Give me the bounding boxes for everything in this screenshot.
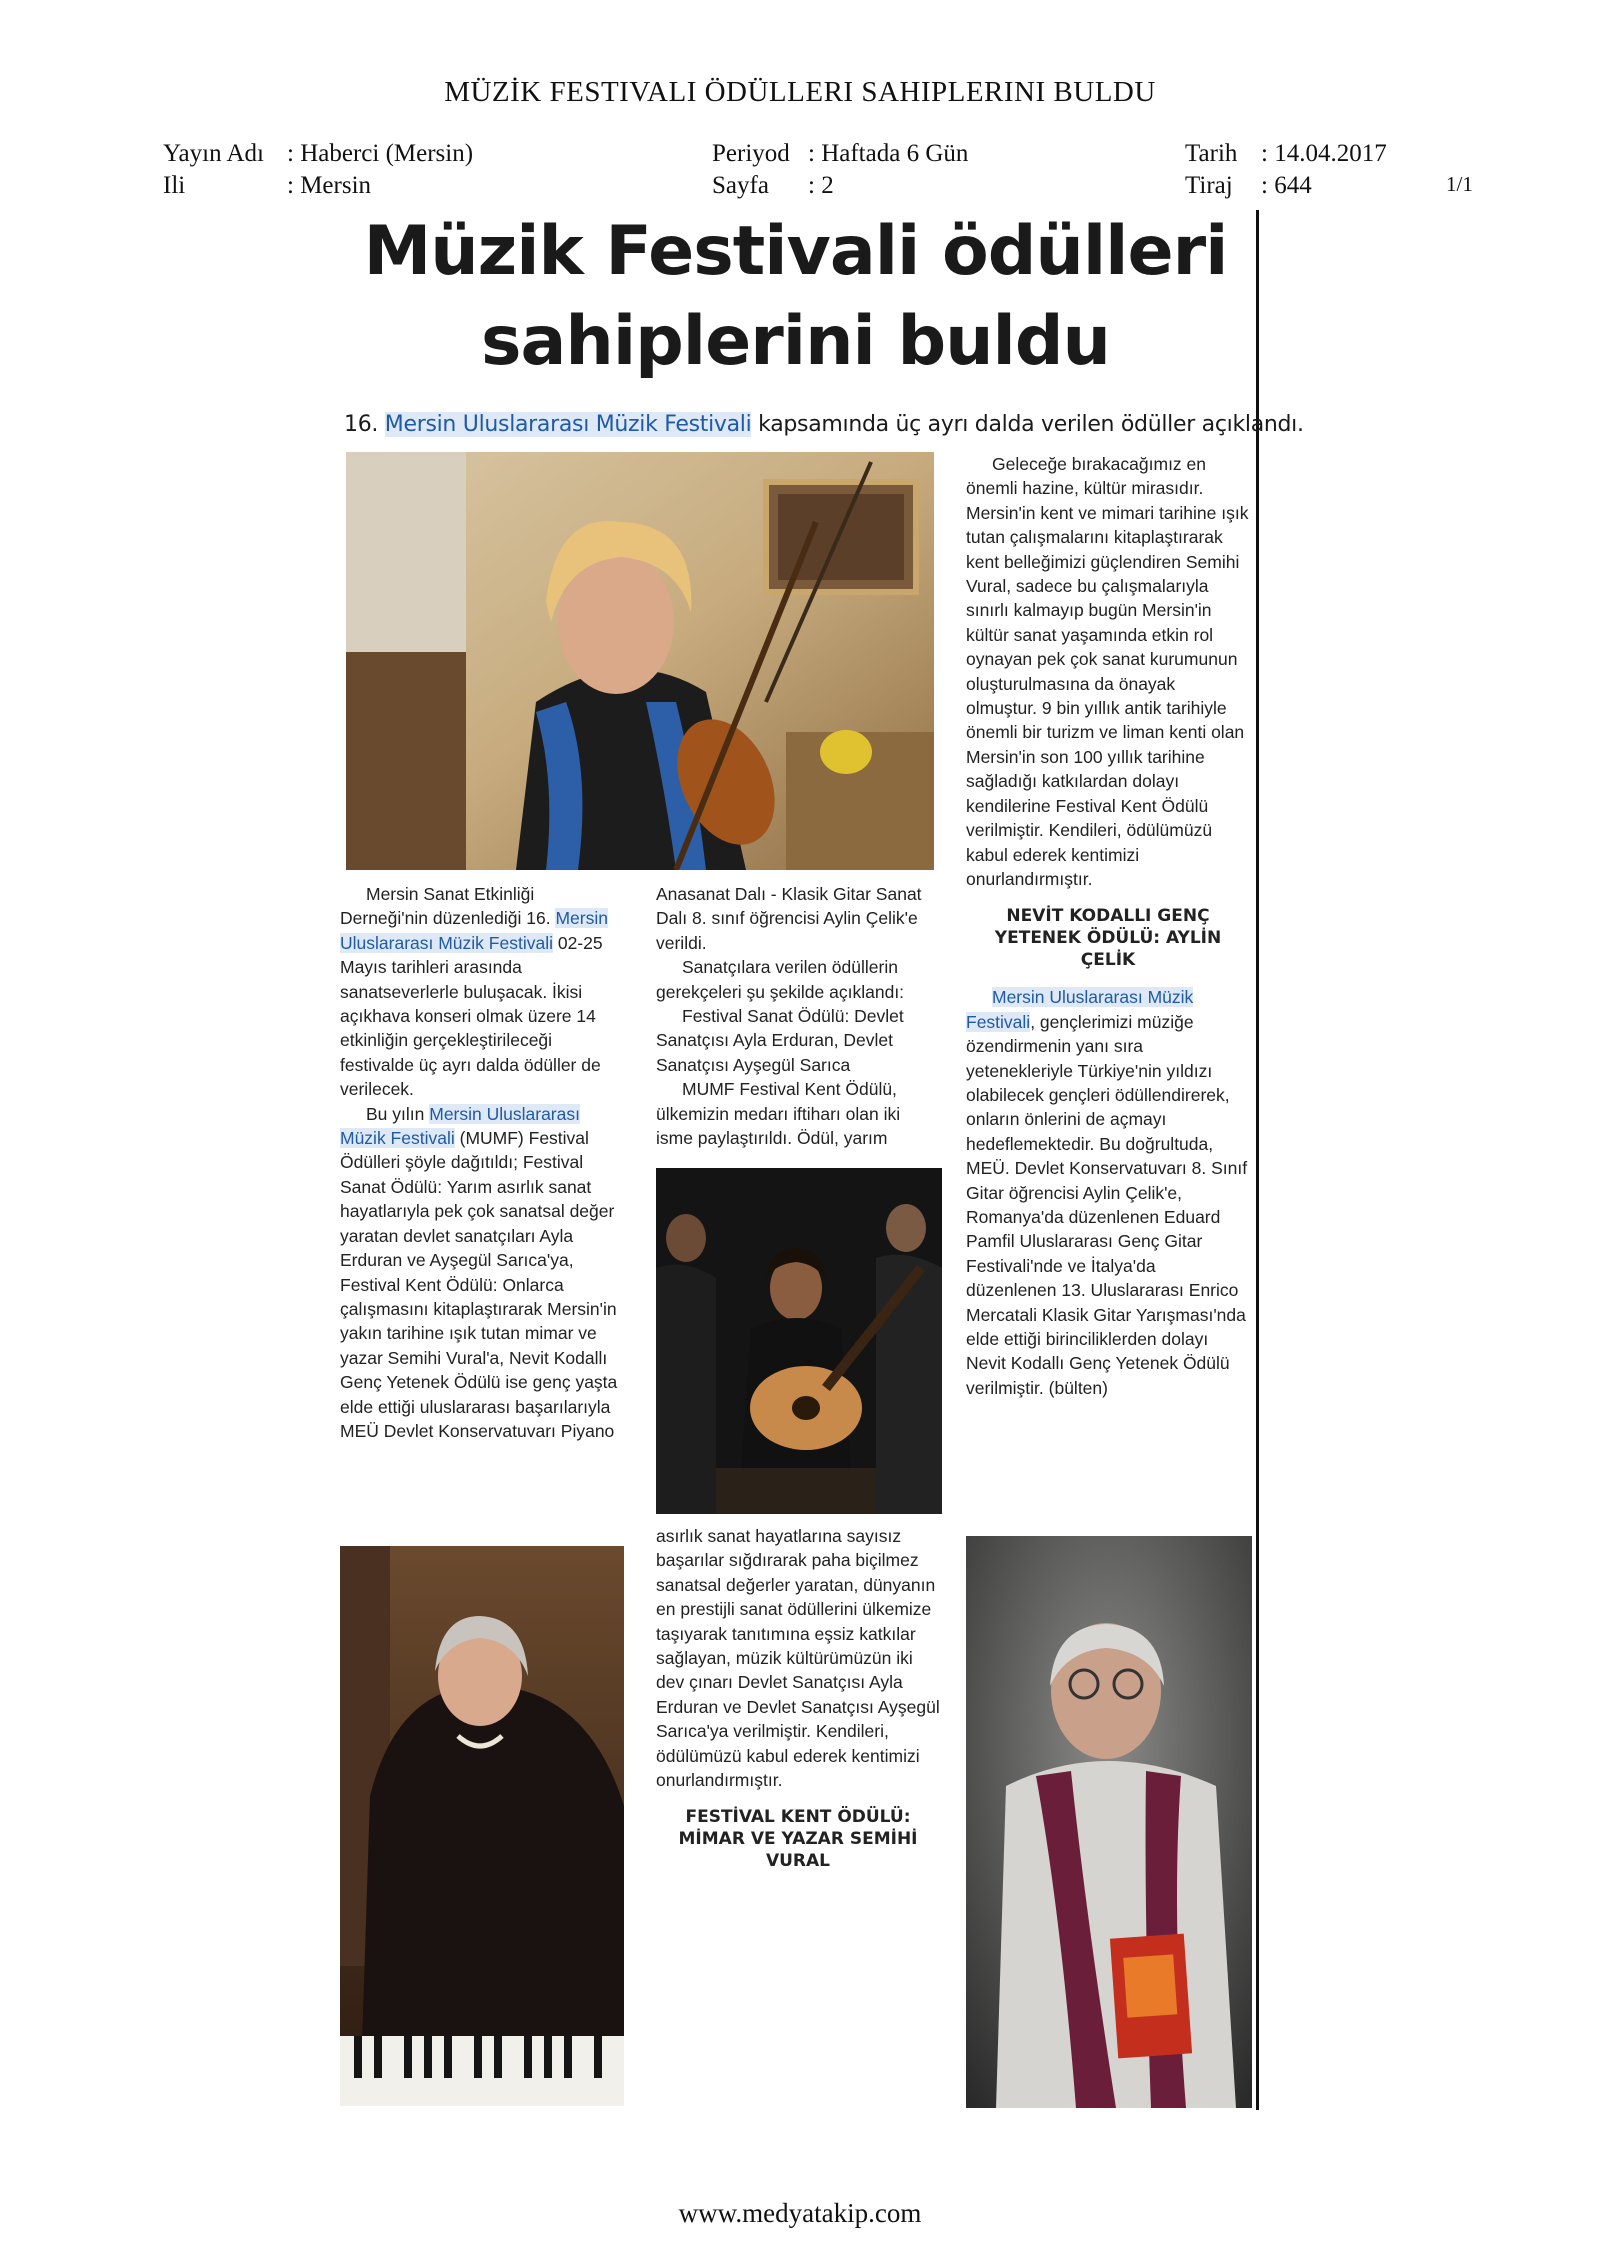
article-deck: 16. Mersin Uluslararası Müzik Festivali kapsamında üç ayrı dalda verilen ödüller açıklandı. — [344, 412, 1304, 437]
col3-paragraph-1: Geleceğe bırakacağımız en önemli hazine, kültür mirasıdır. Mersin'in kent ve mimari tarihine ışık tutan çalışmalarını kitaplaştırarak kent belleğimizi güçlendiren Semihi Vural, sadece bu çalışmalarıyla sınırlı kalmayıp bugün Mersin'in kültür sanat yaşamında etkin rol oynayan pek çok sanat kurumunun oluşturulmasına da önayak olmuştur. 9 bin yıllık antik tarihiyle önemli bir turizm ve liman kenti olan Mersin'in son 100 yıllık tarihine sağladığı katkılardan dolayı kendilerine Festival Kent Ödülü verilmiştir. Kendileri, ödülümüzü kabul ederek kentimizi onurlandırmıştır. — [966, 454, 1249, 889]
headline-line-2: sahiplerini buldu — [481, 302, 1110, 381]
col2-paragraph-2: Sanatçılara verilen ödüllerin gerekçeleri şu şekilde açıklandı: — [656, 957, 905, 1002]
newspaper-clipping — [338, 200, 1304, 2130]
report-title: MÜZİK FESTIVALI ÖDÜLLERI SAHIPLERINI BULDU — [444, 76, 1156, 108]
pianist-photo — [340, 1546, 624, 2106]
page-count: 1/1 — [1446, 172, 1473, 196]
violinist-photo — [346, 452, 934, 870]
column-rule — [1256, 210, 1259, 2110]
col2-paragraph-4: MUMF Festival Kent Ödülü, ülkemizin medarı iftiharı olan iki isme paylaştırıldı. Ödül, yarım — [656, 1079, 901, 1149]
date-meta: Tarih : 14.04.2017 Tiraj : 644 — [1185, 140, 1387, 199]
period-value: Haftada 6 Gün — [821, 140, 969, 167]
col3-paragraph-2: Mersin Uluslararası Müzik Festivali, gençlerimizi müziğe özendirmenin yanı sıra yetenekleriyle Türkiye'nin yıldızı olabilecek gençleri ödüllendirerek, onların önlerini de açmayı hedeflemektedir. Bu doğrultuda, MEÜ. Devlet Konservatuvarı 8. Sınıf Gitar öğrencisi Aylin Çelik'e, Romanya'da düzenlenen Eduard Pamfil Uluslararası Genç Gitar Festivali'nde ve İtalya'da düzenlenen 13. Uluslararası Enrico Mercatali Klasik Gitar Yarışması'nda elde ettiği birinciliklerden dolayı Nevit Kodallı Genç Yetenek Ödülü verilmiştir. (bülten) — [966, 987, 1248, 1398]
col1-paragraph-2: Bu yılın Mersin Uluslararası Müzik Festivali (MUMF) Festival Ödülleri şöyle dağıtıldı; Festival Sanat Ödülü: Yarım asırlık sanat hayatlarıyla pek çok sanatsal değer yaratan devlet sanatçıları Ayla Erduran ve Ayşegül Sarıca'ya, Festival Kent Ödülü: Onlarca çalışmasını kitaplaştırarak Mersin'in yakın tarihine ışık tutan mimar ve yazar Semihi Vural'a, Nevit Kodallı Genç Yetenek Ödülü ise genç yaşta elde ettiği uluslararası başarılarıyla MEÜ Devlet Konservatuvarı Piyano — [340, 1103, 618, 1441]
col2-paragraph-5: asırlık sanat hayatlarına sayısız başarılar sığdırarak paha biçilmez sanatsal değerler yaratan, dünyanın en prestijli sanat ödüllerini ülkemize taşıyarak tanıtımına eşsiz katkılar sağlayan, müzik kültürümüzün iki dev çınarı Devlet Sanatçısı Ayla Erduran ve Devlet Sanatçısı Ayşegül Sarıca'ya verilmiştir. Kendileri, ödülümüzü kabul ederek kentimizi onurlandırmıştır. — [656, 1526, 940, 1791]
headline-line-1: Müzik Festivali ödülleri — [363, 212, 1228, 291]
column-1 — [340, 882, 624, 1443]
festival-highlight: Mersin Uluslararası Müzik Festivali — [384, 412, 752, 437]
column-3 — [966, 452, 1250, 1400]
guitarist-photo — [656, 1168, 942, 1514]
col1-paragraph-1: Mersin Sanat Etkinliği Derneği'nin düzenlediği 16. Mersin Uluslararası Müzik Festivali 02-25 Mayıs tarihleri arasında sanatseverlerle buluşacak. İkisi açıkhava konseri olmak üzere 14 etkinliğin gerçekleştirileceği festivalde üç ayrı dalda ödüller de verilecek. — [340, 884, 608, 1100]
col3-subheading: NEVİT KODALLI GENÇ YETENEK ÖDÜLÜ: AYLİN ÇELİK — [994, 906, 1222, 971]
publication-meta: Yayın Adı : Haberci (Mersin) Ili : Mersin — [163, 140, 474, 199]
province-name: Mersin — [300, 172, 372, 199]
col2-subheading: FESTİVAL KENT ÖDÜLÜ: MİMAR VE YAZAR SEMİHİ VURAL — [678, 1807, 918, 1872]
column-2-continued — [656, 1524, 940, 1872]
architect-photo — [966, 1536, 1252, 2108]
col2-paragraph-1: Anasanat Dalı - Klasik Gitar Sanat Dalı 8. sınıf öğrencisi Aylin Çelik'e verildi. — [656, 884, 922, 953]
circulation-value: 644 — [1274, 172, 1312, 199]
col2-paragraph-3: Festival Sanat Ödülü: Devlet Sanatçısı Ayla Erduran, Devlet Sanatçısı Ayşegül Sarıca — [656, 1006, 904, 1075]
column-2 — [656, 882, 940, 1150]
publication-name: Haberci (Mersin) — [300, 140, 474, 167]
period-meta: Periyod : Haftada 6 Gün Sayfa : 2 — [712, 140, 969, 199]
page-value: 2 — [821, 172, 834, 199]
date-value: 14.04.2017 — [1274, 140, 1387, 167]
footer-url[interactable]: www.medyatakip.com — [678, 2198, 922, 2228]
